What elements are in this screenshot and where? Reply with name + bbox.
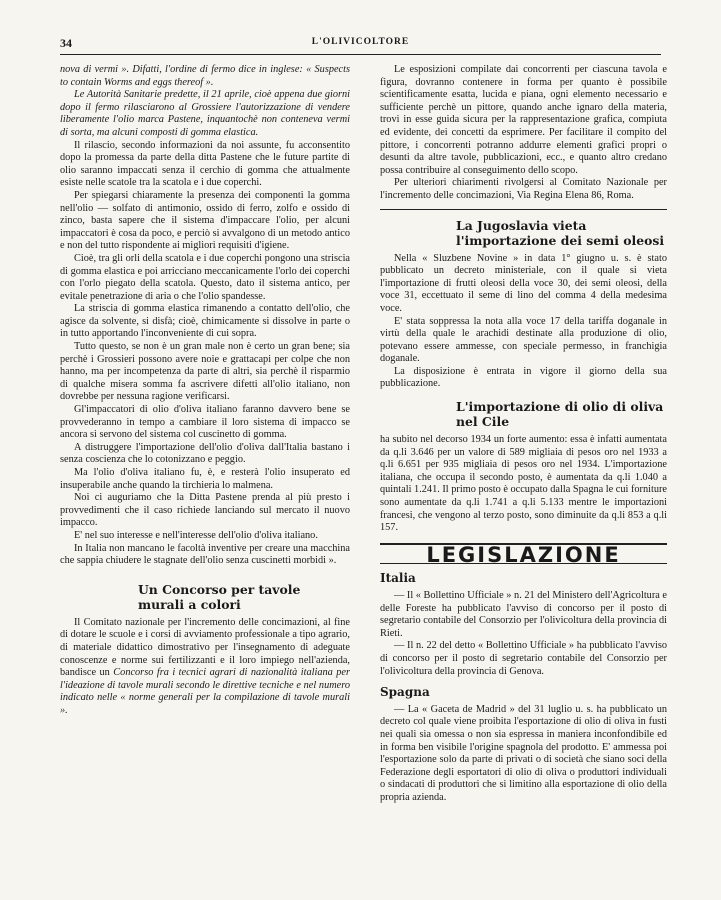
paragraph: Cioè, tra gli orli della scatola e i due coperchi pongono una striscia di gomma elastica e poi arricciano meccanicamente l'orlo dei coperchi con l'orlo piegato della scatola. Questo, dato il sistema antico, per evitale penetrazione di aria o che l'olio spandesse.	[60, 252, 350, 302]
paragraph: Nella « Sluzbene Novine » in data 1° giugno u. s. è stato pubblicato un decreto ministeriale, con il quale si vieta l'importazione di frutti oleosi della voce 30, dei semi oleosi, della voce 31, eccettuato il seme di lino del comma 4 della medesima voce.	[380, 252, 667, 314]
paragraph: — La « Gaceta de Madrid » del 31 luglio u. s. ha pubblicato un decreto col quale viene proibita l'esportazione di olio di oliva in fusti nei quali sia omessa o non sia espressa in maniera inconfondibile ed in forma ben visibile l'origine spagnola del prodotto. E' ammessa poi l'esportazione solo da parte di privati o di società che siano soci della Federazione degli esportatori di olio di oliva o produttori individuali o sindacati di produttori che si limitino alla esportazione di olio della propria azienda.	[380, 703, 667, 803]
paragraph-part: Il Comitato nazionale per l'incremento delle concimazioni, al fine di dotare le scuole e i corsi di avviamento professionale a tipo agrario, di materiale didattico dimostrativo per l'insegnamento di adeguate conoscenze e norme sui fertilizzanti e il loro impiego nell'azienda, bandisce un	[60, 616, 350, 679]
italia-heading: Italia	[380, 571, 416, 586]
legislazione-banner: LEGISLAZIONE	[380, 543, 667, 565]
paragraph-part-italic: Concorso fra i tecnici agrari di nazionalità italiana per l'ideazione di tavole murali secondo le direttive tecniche e nel numero indicato nelle « norme generali per la compilazione di tavole murali ».	[60, 667, 350, 716]
paragraph: In Italia non mancano le facoltà inventive per creare una macchina che sappia chiudere le stagnate dell'olio senza cuscinetti morbidi ».	[60, 542, 350, 567]
paragraph: La striscia di gomma elastica rimanendo a contatto dell'olio, che agisce da solvente, si disfà; cioè, chimicamente si dissolve in parte o in tutto apportando l'inconveniente di cui sopra.	[60, 303, 350, 340]
header-rule	[60, 54, 661, 55]
spagna-heading: Spagna	[380, 685, 430, 700]
running-head: L'OLIVICOLTORE	[311, 37, 410, 47]
right-column	[380, 64, 667, 805]
paragraph: Il rilascio, secondo informazioni da noi assunte, fu acconsentito dopo la promessa da parte della ditta Pastene che le future partite di olio saranno impaccati senza il cerchio di gomma che attualmente esiste nelle scatole tra la scatola e i due coperchi.	[60, 139, 350, 189]
concorso-heading: Un Concorso per tavole murali a colori	[138, 581, 301, 612]
paragraph: — Il n. 22 del detto « Bollettino Ufficiale » ha pubblicato l'avviso di concorso per il posto di segretario contabile del Consorzio per l'olivicoltura della provincia di Genova.	[380, 640, 667, 677]
cile-heading: L'importazione di olio di oliva nel Cile	[456, 399, 664, 430]
paragraph: E' nel suo interesse e nell'interesse dell'olio d'oliva italiano.	[74, 529, 318, 541]
paragraph: Per spiegarsi chiaramente la presenza dei componenti la gomma nell'olio — solfato di antimonio, ossido di ferro, zolfo e ossido di zinco, basta sapere che il sistema d'impaccare l'olio, per alcuni impaccatori è cosa da poco, e perciò si avvalgono di un metodo antico e non del tutto rispondente ai migliori requisiti d'igiene.	[60, 189, 350, 252]
paragraph: Noi ci auguriamo che la Ditta Pastene prenda al più presto i provvedimenti che il caso richiede lanciando sul mercato il nuovo impacco.	[60, 492, 350, 529]
paragraph: Le esposizioni compilate dai concorrenti per ciascuna tavola e figura, dovranno contenere in forma per quanto è possibile scientificamente esatta, lucida e piana, ogni elemento necessario e sufficiente perchè un pittore, quando anche ignaro della materia, trovi in esse guida sicura per la rappresentazione grafica, compiuta ed evidente, dei concetti da esprimere. Per facilitare il compito del pittore, i concorrenti potranno addurre elementi grafici propri o desunti da altre tavole, pubblicazioni, ecc., e quanto altro credano possa contribuire al conseguimento dello scopo.	[380, 64, 667, 176]
paragraph: E' stata soppressa la nota alla voce 17 della tariffa doganale in virtù della quale le arachidi destinate alla produzione di olio, potevano essere ammesse, con speciale permesso, in franchigia doganale.	[380, 315, 667, 365]
paragraph: A distruggere l'importazione dell'olio d'oliva dall'Italia bastano i senza coscienza che lo cotonizzano e peggio.	[60, 441, 350, 466]
left-column	[60, 64, 350, 718]
paragraph: Ma l'olio d'oliva italiano fu, è, e resterà l'olio insuperato ed insuperabile anche quando la tirchieria lo malmena.	[60, 467, 350, 491]
paragraph: Gl'impaccatori di olio d'oliva italiano faranno davvero bene se provvederanno in tempo a cambiare il loro sistema di impacco se ancora si servono del sistema col cuscinetto di gomma.	[60, 404, 350, 441]
paragraph: Le Autorità Sanitarie predette, il 21 aprile, cioè appena due giorni dopo il fermo rilasciarono al Grossiere l'autorizzazione di vendere liberamente l'olio marca Pastene, inquantochè non conteneva vermi di sorta, ma alcuni composti di gomma elastica.	[60, 89, 350, 138]
paragraph: nova di vermi ». Difatti, l'ordine di fermo dice in inglese: « Suspects to contain Worms and eggs thereof ».	[60, 64, 350, 88]
paragraph: ha subito nel decorso 1934 un forte aumento: essa è infatti aumentata da q.li 3.646 per un valore di 589 migliaia di pesos oro nel 1933 a q.li 6.651 per 935 migliaia di pesos oro nel 1934. L'importazione italiana, che occupa il secondo posto, è aumentata da q.li 1.040 a quintali 1.241. Il primo posto è occupato dalla Spagna le cui forniture sono aumentate da q.li 1.741 a q.li 5.133 mentre le importazioni francesi, che vengono al terzo posto, sono diminuite da q.li 853 a q.li 157.	[380, 434, 667, 534]
paragraph: Tutto questo, se non è un gran male non è certo un gran bene; sia perchè i Grossieri possono avere noie e grattacapi per colpe che non hanno, ma per incompetenza da parte di altri, sia perchè il risparmio di qualche misera somma fa ascrivere difetti all'olio italiano, non dovrebbe per nessuna ragione verificarsi.	[60, 341, 350, 403]
paragraph: — Il « Bollettino Ufficiale » n. 21 del Ministero dell'Agricoltura e delle Foreste ha pubblicato l'avviso di concorso per il posto di segretario contabile del Consorzio per l'olivicoltura della provincia di Rieti.	[380, 590, 667, 639]
paragraph: La disposizione è entrata in vigore il giorno della sua pubblicazione.	[380, 365, 667, 390]
page-number: 34	[60, 36, 72, 50]
paragraph: Per ulteriori chiarimenti rivolgersi al Comitato Nazionale per l'incremento delle concimazioni, Via Regina Elena 86, Roma.	[380, 177, 667, 201]
jugoslavia-heading: La Jugoslavia vieta l'importazione dei semi oleosi	[456, 217, 665, 248]
section-rule	[380, 209, 667, 210]
paragraph	[60, 617, 350, 718]
